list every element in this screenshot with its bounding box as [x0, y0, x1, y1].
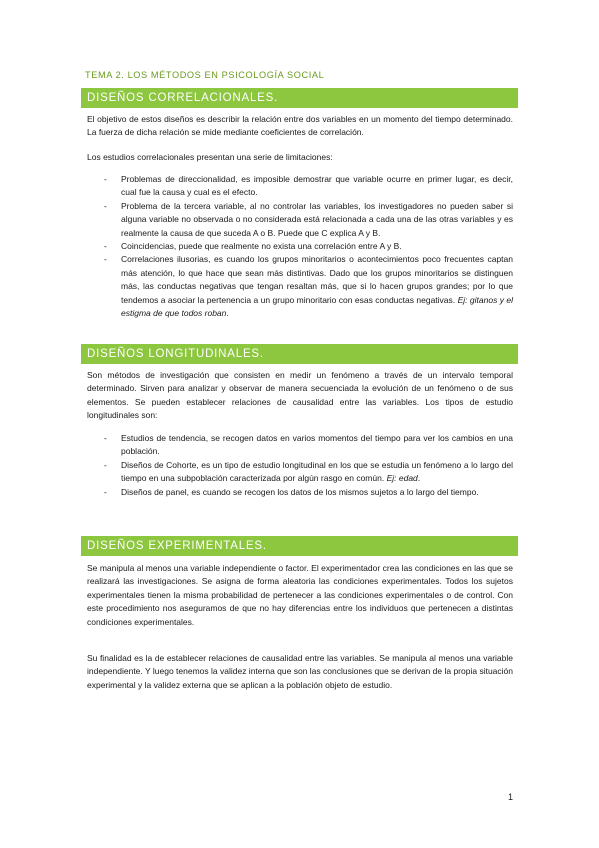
- chapter-heading: TEMA 2. LOS MÉTODOS EN PSICOLOGÍA SOCIAL: [85, 70, 325, 80]
- example-text: Ej: gitanos y el estigma de que todos roban: [121, 294, 513, 319]
- list-item: - Problema de la tercera variable, al no controlar las variables, los investigadores no pueden saber si alguna variable no observada o no considerada está relacionada a cada una de las otras variables y es realmente la causa de que suceda A o B. Puede que C explica A y B.: [104, 200, 513, 238]
- paragraph-limitations-intro: Los estudios correlacionales presentan una serie de limitaciones:: [87, 152, 333, 162]
- paragraph-longitudinales-intro: Son métodos de investigación que consisten en medir un fenómeno a través de un intervalo temporal determinado. Sirven para analizar y observar de manera secuenciada la evolución de un fenómeno o de sus elementos. Se pueden establecer relaciones de causalidad entre las variables. Los tipos de estudio longitudinales son:: [87, 370, 513, 421]
- paragraph-experimentales-2: Su finalidad es la de establecer relaciones de causalidad entre las variables. Se manipula al menos una variable independiente. Y luego tenemos la validez interna que son las conclusiones que se derivan de la propia situación experimental y la validez externa que se aplican a la población objeto de estudio.: [87, 653, 513, 690]
- section-banner-correlacionales: DISEÑOS CORRELACIONALES.: [81, 88, 518, 108]
- list-item: - Problemas de direccionalidad, es imposible demostrar que variable ocurre en primer lugar, es decir, cual fue la causa y cual es el efecto.: [104, 174, 513, 198]
- list-item: - Correlaciones ilusorias, es cuando los grupos minoritarios o acontecimientos poco frecuentes captan más atención, lo que hace que sean más distintivas. Dado que los grupos minoritarios se distinguen más, las conductas negativas que tengan resaltan más, que si lo hacen grupos grandes; por lo que tendemos a asociar la pertenencia a un grupo minoritario con esas conductas negativas. Ej: gitanos y el estigma de que todos roban.: [104, 254, 513, 319]
- section-banner-experimentales: DISEÑOS EXPERIMENTALES.: [81, 536, 518, 556]
- paragraph-correlacionales-intro: El objetivo de estos diseños es describir la relación entre dos variables en un momento del tiempo determinado. La fuerza de dicha relación se mide mediante coeficientes de correlación.: [87, 114, 513, 138]
- example-text: Ej: edad: [386, 473, 418, 484]
- paragraph-experimentales-1: Se manipula al menos una variable independiente o factor. El experimentador crea las condiciones en las que se realizará las investigaciones. Se asigna de forma aleatoria las condiciones experimentales. Todos los sujetos experimentales tienen la misma probabilidad de pertenecer a las condiciones experimentales o de control. Con este procedimiento nos aseguramos de que no hay diferencias entre los individuos que pertenecen a distintas condiciones experimentales.: [87, 563, 513, 627]
- section-banner-longitudinales: DISEÑOS LONGITUDINALES.: [81, 344, 518, 364]
- page-number: 1: [508, 792, 514, 802]
- list-item: - Diseños de panel, es cuando se recogen los datos de los mismos sujetos a lo largo del tiempo.: [104, 486, 479, 497]
- list-limitations: [87, 173, 513, 320]
- list-item: - Estudios de tendencia, se recogen datos en varios momentos del tiempo para ver los cambios en una población.: [104, 433, 513, 457]
- list-item: - Coincidencias, puede que realmente no exista una correlación entre A y B.: [104, 241, 402, 252]
- list-item: - Diseños de Cohorte, es un tipo de estudio longitudinal en los que se estudia un fenómeno a lo largo del tiempo en una subpoblación caracterizada por algún rasgo en común. Ej: edad.: [104, 459, 513, 484]
- list-longitudinal-types: [87, 432, 513, 499]
